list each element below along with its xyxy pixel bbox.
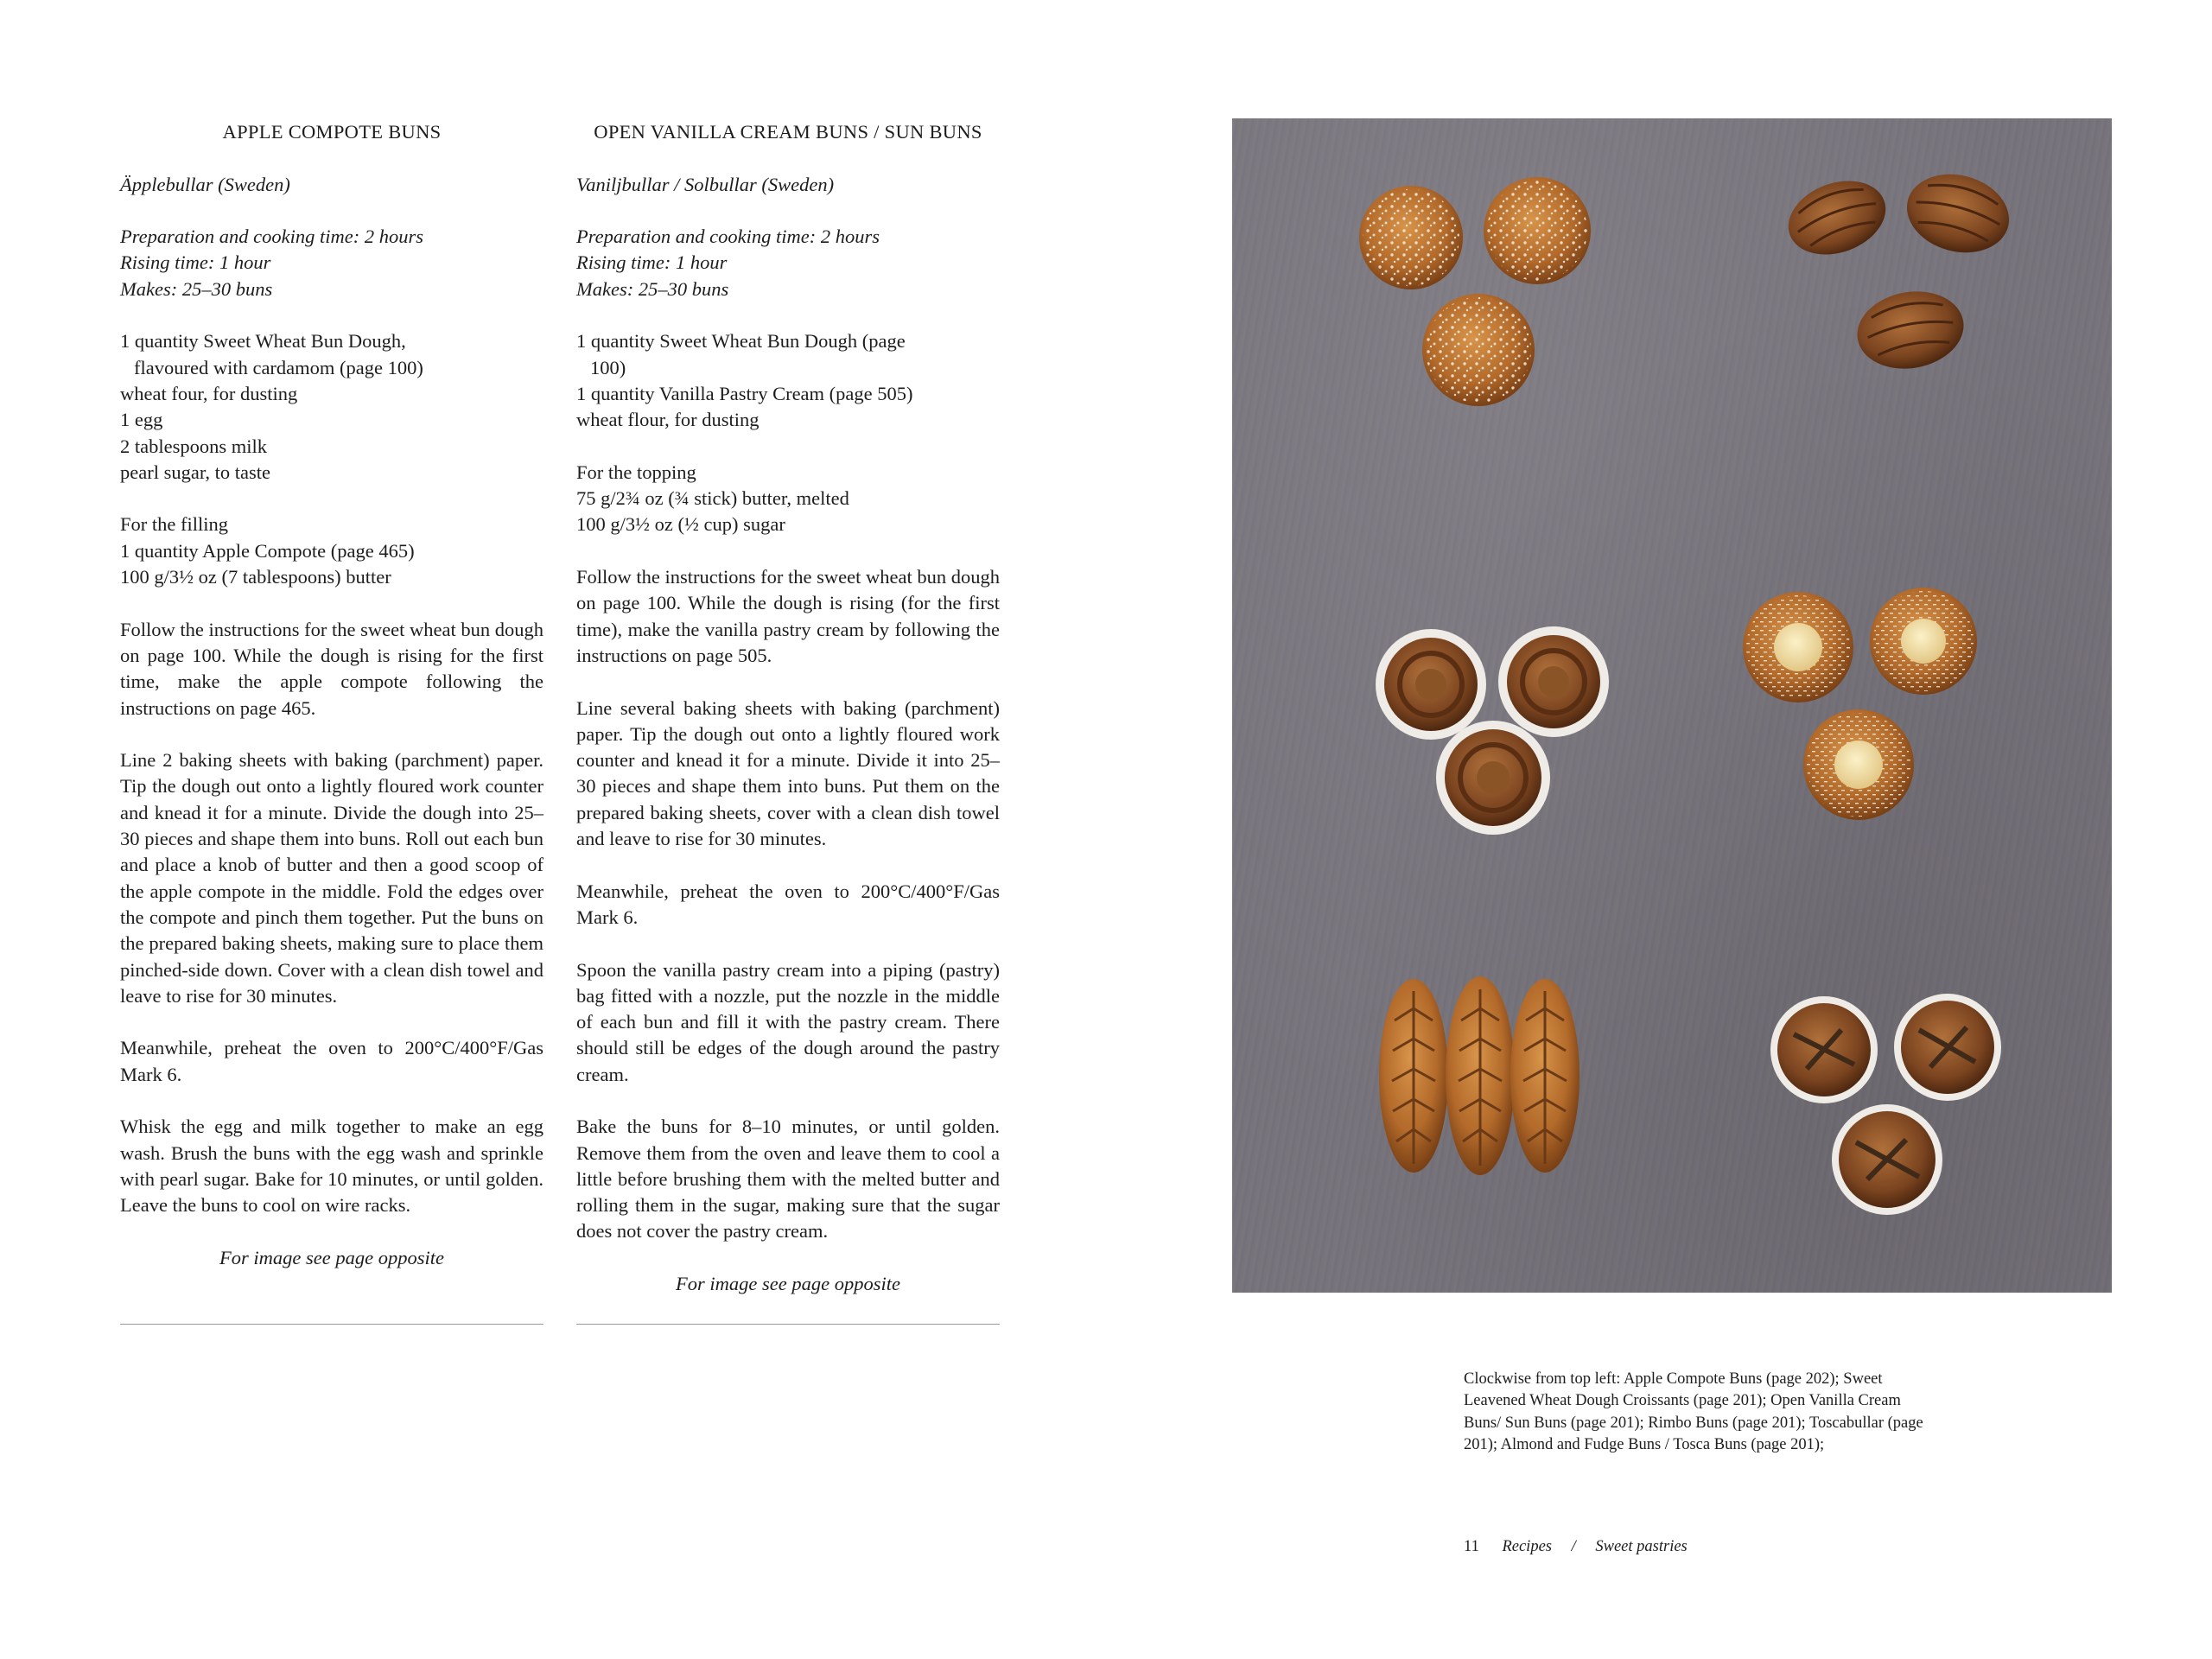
makes: Makes: 25–30 buns — [120, 277, 273, 300]
method-paragraph: Whisk the egg and milk together to make an egg wash. Brush the buns with the egg wash and sprinkle with pearl sugar. Bake for 10 minutes, or until golden. Leave the buns to cool on wire racks. — [120, 1116, 543, 1217]
recipe-subtitle: Äpplebullar (Sweden) — [120, 173, 290, 195]
ingredient: flavoured with cardamom (page 100) — [134, 356, 423, 378]
recipe-meta — [120, 224, 543, 302]
almond-fudge-buns — [1770, 994, 2001, 1215]
rimbo-buns — [1376, 626, 1609, 835]
recipe-subtitle: Vaniljbullar / Solbullar (Sweden) — [576, 173, 835, 195]
filling-ingredients — [120, 512, 543, 590]
footer-separator: / — [1571, 1538, 1576, 1555]
prep-time: Preparation and cooking time: 2 hours — [576, 226, 880, 248]
ingredient: 1 egg — [120, 409, 163, 431]
pastries-illustration — [1232, 118, 2112, 1293]
subsection-name: Sweet pastries — [1595, 1538, 1688, 1555]
column-rule — [576, 1324, 1000, 1325]
method-paragraph: Bake the buns for 8–10 minutes, or until golden. Remove them from the oven and leave them to cool a little before brushing them with the melted butter and rolling them in the sugar, making sure that the sugar does not cover the pastry cream. — [576, 1116, 1000, 1243]
ingredient: pearl sugar, to taste — [120, 461, 271, 483]
section-name: Recipes — [1502, 1538, 1552, 1555]
method-paragraph: Line several baking sheets with baking (parchment) paper. Tip the dough out onto a lightly floured work counter and knead it for a minute. Divide it into 25–30 pieces and shape them into buns. Put them on the prepared baking sheets, cover with a clean dish towel and leave to rise for 30 minutes. — [576, 696, 1000, 850]
recipe-open-vanilla-cream-buns — [576, 119, 1000, 1297]
ingredients-list — [576, 328, 1000, 433]
ingredient: 100 g/3½ oz (7 tablespoons) butter — [120, 566, 391, 588]
see-opposite-note: For image see page opposite — [676, 1273, 900, 1295]
sub-heading: For the filling — [120, 513, 228, 536]
croissants — [1778, 163, 2018, 377]
see-opposite-note: For image see page opposite — [219, 1246, 444, 1268]
pastries-photo — [1232, 118, 2112, 1293]
rising-time: Rising time: 1 hour — [576, 251, 728, 274]
method-paragraph: Spoon the vanilla pastry cream into a piping (pastry) bag fitted with a nozzle, put the nozzle in the middle of each bun and fill it with the pastry cream. There should still be edges of the dough around the pastry cream. — [576, 958, 1000, 1085]
ingredients-list — [120, 328, 543, 486]
recipe-meta — [576, 224, 1000, 302]
ingredient: 1 quantity Sweet Wheat Bun Dough (page — [576, 330, 906, 353]
rising-time: Rising time: 1 hour — [120, 251, 271, 274]
topping-ingredients — [576, 460, 1000, 538]
page-number: 11 — [1464, 1538, 1479, 1555]
ingredient: 1 quantity Sweet Wheat Bun Dough, — [120, 330, 406, 353]
makes: Makes: 25–30 buns — [576, 277, 729, 300]
sub-heading: For the topping — [576, 461, 696, 483]
ingredient: 2 tablespoons milk — [120, 435, 267, 457]
method-paragraph: Follow the instructions for the sweet wheat bun dough on page 100. While the dough is rising (for the first time), make the vanilla pastry cream by following the instructions on page 505. — [576, 566, 1000, 666]
toscabullar — [1379, 976, 1580, 1175]
ingredient: 1 quantity Vanilla Pastry Cream (page 505) — [576, 382, 913, 404]
method-paragraph: Meanwhile, preheat the oven to 200°C/400°F/Gas Mark 6. — [120, 1037, 543, 1085]
ingredient: 100) — [590, 356, 626, 378]
column-rule — [120, 1324, 543, 1325]
ingredient: wheat flour, for dusting — [576, 409, 760, 431]
ingredient: 1 quantity Apple Compote (page 465) — [120, 539, 415, 562]
ingredient: 75 g/2¾ oz (¾ stick) butter, melted — [576, 487, 849, 510]
ingredient: 100 g/3½ oz (½ cup) sugar — [576, 513, 785, 536]
method-paragraph: Meanwhile, preheat the oven to 200°C/400°F/Gas Mark 6. — [576, 880, 1000, 928]
recipe-apple-compote-buns — [120, 119, 543, 1271]
recipe-title: APPLE COMPOTE BUNS — [222, 121, 442, 143]
prep-time: Preparation and cooking time: 2 hours — [120, 226, 424, 248]
method-paragraph: Line 2 baking sheets with baking (parchment) paper. Tip the dough out onto a lightly floured work counter and knead it for a minute. Divide the dough into 25–30 pieces and shape them into buns. Roll out each bun and place a knob of butter and then a good scoop of the apple compote in the middle. Fold the edges over the compote and pinch them together. Put the buns on the prepared baking sheets, making sure to place them pinched-side down. Cover with a clean dish towel and leave to rise for 30 minutes. — [120, 749, 543, 1007]
vanilla-cream-buns — [1743, 588, 1977, 820]
ingredient: wheat four, for dusting — [120, 382, 298, 404]
page-footer — [1464, 1536, 1688, 1558]
recipe-title: OPEN VANILLA CREAM BUNS / SUN BUNS — [594, 121, 982, 143]
method-paragraph: Follow the instructions for the sweet wheat bun dough on page 100. While the dough is rising for the first time, make the apple compote following the instructions on page 465. — [120, 618, 543, 719]
apple-compote-buns — [1359, 177, 1591, 406]
photo-caption: Clockwise from top left: Apple Compote Buns (page 202); Sweet Leavened Wheat Dough Croissants (page 201); Open Vanilla Cream Buns/ Sun Buns (page 201); Rimbo Buns (page 201); Toscabullar (page 201); Almond and Fudge Buns / Tosca Buns (page 201); — [1464, 1370, 1923, 1454]
